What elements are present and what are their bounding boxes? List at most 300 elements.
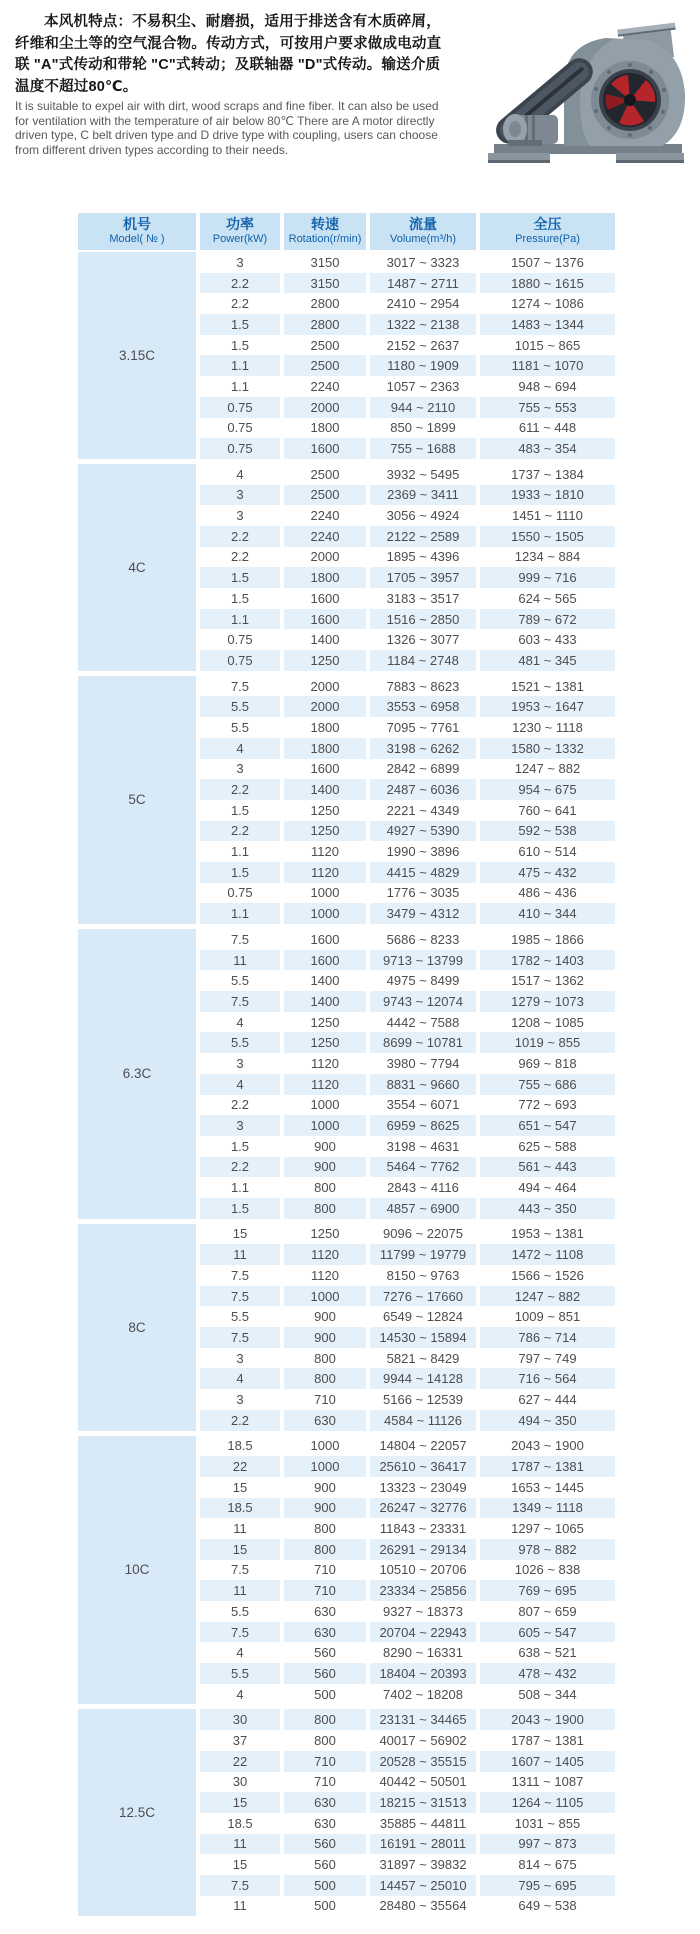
table-row [200, 738, 615, 759]
table-row [200, 1012, 615, 1033]
table-row [200, 1157, 615, 1178]
cell-power: 3 [200, 1053, 280, 1074]
table-row [200, 485, 615, 506]
cell-volume: 23334 ~ 25856 [370, 1580, 476, 1601]
cell-power: 5.5 [200, 970, 280, 991]
cell-pressure: 508 ~ 344 [480, 1684, 615, 1705]
cell-volume: 5166 ~ 12539 [370, 1389, 476, 1410]
cell-pressure: 494 ~ 350 [480, 1410, 615, 1431]
cell-rotation: 900 [284, 1157, 366, 1178]
cell-volume: 1487 ~ 2711 [370, 273, 476, 294]
cell-power: 2.2 [200, 1095, 280, 1116]
cell-pressure: 969 ~ 818 [480, 1053, 615, 1074]
cell-power: 4 [200, 1642, 280, 1663]
table-row [200, 1436, 615, 1457]
cell-pressure: 755 ~ 686 [480, 1074, 615, 1095]
cell-volume: 2842 ~ 6899 [370, 759, 476, 780]
cell-volume: 3017 ~ 3323 [370, 252, 476, 273]
cell-volume: 1705 ~ 3957 [370, 567, 476, 588]
cell-rotation: 1000 [284, 1115, 366, 1136]
column-header-pressure [480, 213, 615, 250]
cell-pressure: 807 ~ 659 [480, 1601, 615, 1622]
cell-power: 0.75 [200, 650, 280, 671]
column-header-zh: 转速 [311, 216, 339, 232]
cell-rotation: 800 [284, 1368, 366, 1389]
cell-volume: 20528 ~ 35515 [370, 1751, 476, 1772]
cell-rotation: 630 [284, 1622, 366, 1643]
cell-power: 22 [200, 1456, 280, 1477]
cell-volume: 3554 ~ 6071 [370, 1095, 476, 1116]
table-row [200, 505, 615, 526]
table-row [200, 1410, 615, 1431]
cell-power: 4 [200, 1074, 280, 1095]
cell-power: 5.5 [200, 1601, 280, 1622]
cell-rotation: 560 [284, 1642, 366, 1663]
cell-power: 1.1 [200, 355, 280, 376]
cell-rotation: 1800 [284, 717, 366, 738]
cell-rotation: 1600 [284, 759, 366, 780]
cell-pressure: 494 ~ 464 [480, 1177, 615, 1198]
table-row [200, 376, 615, 397]
cell-rotation: 3150 [284, 273, 366, 294]
cell-pressure: 954 ~ 675 [480, 779, 615, 800]
cell-rotation: 710 [284, 1389, 366, 1410]
cell-power: 5.5 [200, 1306, 280, 1327]
cell-volume: 8290 ~ 16331 [370, 1642, 476, 1663]
cell-rotation: 710 [284, 1772, 366, 1793]
cell-volume: 2152 ~ 2637 [370, 335, 476, 356]
cell-power: 2.2 [200, 293, 280, 314]
cell-power: 1.5 [200, 800, 280, 821]
cell-volume: 35885 ~ 44811 [370, 1813, 476, 1834]
cell-power: 1.5 [200, 588, 280, 609]
cell-pressure: 486 ~ 436 [480, 883, 615, 904]
cell-power: 30 [200, 1772, 280, 1793]
cell-pressure: 481 ~ 345 [480, 650, 615, 671]
cell-rotation: 1000 [284, 1286, 366, 1307]
model-cell: 6.3C [78, 929, 196, 1219]
cell-volume: 3198 ~ 6262 [370, 738, 476, 759]
cell-power: 2.2 [200, 1157, 280, 1178]
model-cell: 10C [78, 1436, 196, 1705]
cell-power: 3 [200, 759, 280, 780]
cell-pressure: 997 ~ 873 [480, 1834, 615, 1855]
cell-volume: 2369 ~ 3411 [370, 485, 476, 506]
cell-power: 1.1 [200, 609, 280, 630]
cell-volume: 40017 ~ 56902 [370, 1730, 476, 1751]
cell-rotation: 800 [284, 1709, 366, 1730]
column-header-zh: 机号 [123, 216, 151, 232]
table-row [200, 1896, 615, 1917]
cell-volume: 3553 ~ 6958 [370, 696, 476, 717]
table-row [200, 1177, 615, 1198]
group-rows [200, 1224, 615, 1431]
cell-volume: 8699 ~ 10781 [370, 1032, 476, 1053]
cell-power: 15 [200, 1792, 280, 1813]
cell-power: 15 [200, 1854, 280, 1875]
table-row [200, 464, 615, 485]
table-row [200, 1327, 615, 1348]
table-row [200, 1854, 615, 1875]
cell-volume: 5821 ~ 8429 [370, 1348, 476, 1369]
cell-volume: 26247 ~ 32776 [370, 1498, 476, 1519]
table-row [200, 1115, 615, 1136]
cell-rotation: 1120 [284, 1053, 366, 1074]
cell-power: 7.5 [200, 1560, 280, 1581]
centrifugal-fan-image [478, 22, 690, 172]
cell-pressure: 1787 ~ 1381 [480, 1730, 615, 1751]
cell-pressure: 772 ~ 693 [480, 1095, 615, 1116]
cell-power: 30 [200, 1709, 280, 1730]
cell-rotation: 1600 [284, 588, 366, 609]
cell-power: 11 [200, 1896, 280, 1917]
cell-rotation: 1120 [284, 1265, 366, 1286]
model-group-3.15C [78, 252, 615, 459]
cell-rotation: 500 [284, 1875, 366, 1896]
cell-volume: 8831 ~ 9660 [370, 1074, 476, 1095]
table-row [200, 314, 615, 335]
cell-rotation: 800 [284, 1518, 366, 1539]
cell-rotation: 1400 [284, 970, 366, 991]
table-row [200, 1053, 615, 1074]
table-row [200, 1074, 615, 1095]
cell-volume: 1326 ~ 3077 [370, 629, 476, 650]
table-row [200, 903, 615, 924]
cell-rotation: 1600 [284, 438, 366, 459]
cell-volume: 16191 ~ 28011 [370, 1834, 476, 1855]
table-row [200, 526, 615, 547]
cell-power: 7.5 [200, 1622, 280, 1643]
cell-volume: 5464 ~ 7762 [370, 1157, 476, 1178]
table-row [200, 335, 615, 356]
cell-rotation: 1800 [284, 567, 366, 588]
cell-pressure: 1297 ~ 1065 [480, 1518, 615, 1539]
cell-volume: 2843 ~ 4116 [370, 1177, 476, 1198]
cell-rotation: 2000 [284, 676, 366, 697]
column-header-zh: 流量 [409, 216, 437, 232]
cell-pressure: 2043 ~ 1900 [480, 1436, 615, 1457]
model-cell: 3.15C [78, 252, 196, 459]
cell-pressure: 624 ~ 565 [480, 588, 615, 609]
cell-pressure: 769 ~ 695 [480, 1580, 615, 1601]
cell-pressure: 1181 ~ 1070 [480, 355, 615, 376]
model-cell: 5C [78, 676, 196, 924]
cell-volume: 9327 ~ 18373 [370, 1601, 476, 1622]
cell-pressure: 625 ~ 588 [480, 1136, 615, 1157]
table-row [200, 991, 615, 1012]
cell-rotation: 2000 [284, 547, 366, 568]
cell-pressure: 1737 ~ 1384 [480, 464, 615, 485]
cell-rotation: 2240 [284, 376, 366, 397]
cell-pressure: 1483 ~ 1344 [480, 314, 615, 335]
table-row [200, 1456, 615, 1477]
cell-power: 1.5 [200, 567, 280, 588]
cell-volume: 6959 ~ 8625 [370, 1115, 476, 1136]
cell-power: 15 [200, 1539, 280, 1560]
cell-rotation: 710 [284, 1751, 366, 1772]
cell-pressure: 651 ~ 547 [480, 1115, 615, 1136]
table-row [200, 1560, 615, 1581]
table-row [200, 1709, 615, 1730]
model-group-6.3C [78, 929, 615, 1219]
model-group-12.5C [78, 1709, 615, 1916]
cell-power: 0.75 [200, 629, 280, 650]
cell-pressure: 483 ~ 354 [480, 438, 615, 459]
cell-power: 37 [200, 1730, 280, 1751]
cell-pressure: 603 ~ 433 [480, 629, 615, 650]
column-header-power [200, 213, 280, 250]
cell-rotation: 1000 [284, 883, 366, 904]
column-header-volume [370, 213, 476, 250]
cell-power: 7.5 [200, 991, 280, 1012]
cell-volume: 850 ~ 1899 [370, 418, 476, 439]
cell-volume: 4857 ~ 6900 [370, 1198, 476, 1219]
cell-pressure: 1031 ~ 855 [480, 1813, 615, 1834]
cell-power: 4 [200, 738, 280, 759]
cell-rotation: 1400 [284, 991, 366, 1012]
cell-power: 11 [200, 950, 280, 971]
cell-rotation: 900 [284, 1477, 366, 1498]
group-rows [200, 929, 615, 1219]
cell-volume: 9096 ~ 22075 [370, 1224, 476, 1245]
cell-pressure: 1880 ~ 1615 [480, 273, 615, 294]
cell-rotation: 800 [284, 1177, 366, 1198]
cell-volume: 18404 ~ 20393 [370, 1663, 476, 1684]
cell-power: 4 [200, 1684, 280, 1705]
cell-rotation: 2500 [284, 335, 366, 356]
cell-rotation: 1800 [284, 738, 366, 759]
cell-power: 2.2 [200, 821, 280, 842]
table-row [200, 567, 615, 588]
cell-power: 18.5 [200, 1498, 280, 1519]
cell-rotation: 1120 [284, 1244, 366, 1265]
table-row [200, 1642, 615, 1663]
cell-power: 2.2 [200, 1410, 280, 1431]
cell-volume: 5686 ~ 8233 [370, 929, 476, 950]
cell-rotation: 1800 [284, 418, 366, 439]
cell-power: 3 [200, 252, 280, 273]
table-row [200, 1580, 615, 1601]
cell-rotation: 1120 [284, 862, 366, 883]
group-rows [200, 676, 615, 924]
group-rows [200, 1436, 615, 1705]
cell-power: 1.1 [200, 1177, 280, 1198]
table-row [200, 1265, 615, 1286]
cell-rotation: 630 [284, 1792, 366, 1813]
cell-volume: 1057 ~ 2363 [370, 376, 476, 397]
cell-volume: 26291 ~ 29134 [370, 1539, 476, 1560]
cell-rotation: 3150 [284, 252, 366, 273]
cell-pressure: 1230 ~ 1118 [480, 717, 615, 738]
cell-power: 1.5 [200, 335, 280, 356]
cell-rotation: 2000 [284, 397, 366, 418]
cell-power: 2.2 [200, 526, 280, 547]
table-row [200, 355, 615, 376]
table-row [200, 1224, 615, 1245]
model-cell: 12.5C [78, 1709, 196, 1916]
table-row [200, 1875, 615, 1896]
cell-power: 1.5 [200, 1198, 280, 1219]
cell-volume: 28480 ~ 35564 [370, 1896, 476, 1917]
table-row [200, 1286, 615, 1307]
cell-volume: 4415 ~ 4829 [370, 862, 476, 883]
cell-rotation: 1000 [284, 1456, 366, 1477]
cell-volume: 9743 ~ 12074 [370, 991, 476, 1012]
table-row [200, 1518, 615, 1539]
cell-power: 4 [200, 1012, 280, 1033]
cell-rotation: 1000 [284, 1436, 366, 1457]
cell-pressure: 789 ~ 672 [480, 609, 615, 630]
cell-pressure: 797 ~ 749 [480, 1348, 615, 1369]
table-row [200, 970, 615, 991]
cell-power: 1.5 [200, 862, 280, 883]
group-rows [200, 252, 615, 459]
cell-volume: 7276 ~ 17660 [370, 1286, 476, 1307]
cell-rotation: 630 [284, 1601, 366, 1622]
table-row [200, 759, 615, 780]
cell-pressure: 1517 ~ 1362 [480, 970, 615, 991]
cell-rotation: 2240 [284, 526, 366, 547]
cell-pressure: 478 ~ 432 [480, 1663, 615, 1684]
table-row [200, 929, 615, 950]
cell-volume: 11799 ~ 19779 [370, 1244, 476, 1265]
cell-pressure: 1015 ~ 865 [480, 335, 615, 356]
table-row [200, 1684, 615, 1705]
cell-rotation: 900 [284, 1306, 366, 1327]
cell-pressure: 755 ~ 553 [480, 397, 615, 418]
table-row [200, 1813, 615, 1834]
cell-power: 1.1 [200, 841, 280, 862]
model-cell: 4C [78, 464, 196, 671]
model-group-8C [78, 1224, 615, 1431]
cell-power: 15 [200, 1477, 280, 1498]
cell-rotation: 800 [284, 1198, 366, 1219]
cell-pressure: 610 ~ 514 [480, 841, 615, 862]
cell-volume: 3183 ~ 3517 [370, 588, 476, 609]
cell-rotation: 2500 [284, 355, 366, 376]
table-row [200, 1498, 615, 1519]
cell-pressure: 1451 ~ 1110 [480, 505, 615, 526]
cell-pressure: 1026 ~ 838 [480, 1560, 615, 1581]
cell-rotation: 1000 [284, 1095, 366, 1116]
cell-volume: 7402 ~ 18208 [370, 1684, 476, 1705]
cell-volume: 14530 ~ 15894 [370, 1327, 476, 1348]
table-row [200, 1032, 615, 1053]
table-row [200, 650, 615, 671]
cell-volume: 4442 ~ 7588 [370, 1012, 476, 1033]
cell-power: 1.5 [200, 314, 280, 335]
cell-volume: 31897 ~ 39832 [370, 1854, 476, 1875]
cell-volume: 755 ~ 1688 [370, 438, 476, 459]
table-row [200, 397, 615, 418]
column-header-en: Rotation(r/min) [288, 233, 362, 245]
cell-pressure: 1953 ~ 1647 [480, 696, 615, 717]
table-row [200, 547, 615, 568]
cell-power: 5.5 [200, 1032, 280, 1053]
cell-pressure: 1247 ~ 882 [480, 759, 615, 780]
table-row [200, 252, 615, 273]
cell-rotation: 710 [284, 1580, 366, 1601]
cell-pressure: 1472 ~ 1108 [480, 1244, 615, 1265]
cell-rotation: 1600 [284, 950, 366, 971]
cell-rotation: 2800 [284, 314, 366, 335]
cell-pressure: 627 ~ 444 [480, 1389, 615, 1410]
table-row [200, 1136, 615, 1157]
cell-volume: 944 ~ 2110 [370, 397, 476, 418]
cell-rotation: 800 [284, 1730, 366, 1751]
cell-power: 11 [200, 1244, 280, 1265]
table-row [200, 1730, 615, 1751]
cell-volume: 3980 ~ 7794 [370, 1053, 476, 1074]
table-row [200, 1306, 615, 1327]
cell-volume: 10510 ~ 20706 [370, 1560, 476, 1581]
cell-pressure: 475 ~ 432 [480, 862, 615, 883]
cell-rotation: 710 [284, 1560, 366, 1581]
cell-power: 22 [200, 1751, 280, 1772]
cell-rotation: 1120 [284, 1074, 366, 1095]
cell-power: 5.5 [200, 717, 280, 738]
cell-rotation: 1250 [284, 1224, 366, 1245]
cell-power: 4 [200, 1368, 280, 1389]
table-row [200, 1792, 615, 1813]
column-header-en: Power(kW) [212, 233, 268, 245]
cell-pressure: 1234 ~ 884 [480, 547, 615, 568]
table-row [200, 1834, 615, 1855]
cell-power: 11 [200, 1518, 280, 1539]
cell-pressure: 1208 ~ 1085 [480, 1012, 615, 1033]
cell-power: 7.5 [200, 1286, 280, 1307]
cell-pressure: 649 ~ 538 [480, 1896, 615, 1917]
table-row [200, 779, 615, 800]
table-row [200, 1751, 615, 1772]
cell-pressure: 1507 ~ 1376 [480, 252, 615, 273]
cell-power: 2.2 [200, 779, 280, 800]
cell-volume: 13323 ~ 23049 [370, 1477, 476, 1498]
cell-power: 0.75 [200, 397, 280, 418]
cell-volume: 11843 ~ 23331 [370, 1518, 476, 1539]
cell-pressure: 999 ~ 716 [480, 567, 615, 588]
cell-rotation: 560 [284, 1663, 366, 1684]
table-row [200, 717, 615, 738]
table-row [200, 696, 615, 717]
cell-rotation: 2000 [284, 696, 366, 717]
cell-power: 3 [200, 1115, 280, 1136]
table-row [200, 1348, 615, 1369]
cell-volume: 1990 ~ 3896 [370, 841, 476, 862]
cell-rotation: 900 [284, 1136, 366, 1157]
cell-volume: 9944 ~ 14128 [370, 1368, 476, 1389]
cell-power: 3 [200, 1348, 280, 1369]
cell-rotation: 1120 [284, 841, 366, 862]
cell-pressure: 786 ~ 714 [480, 1327, 615, 1348]
table-row [200, 629, 615, 650]
table-row [200, 1095, 615, 1116]
cell-pressure: 638 ~ 521 [480, 1642, 615, 1663]
cell-pressure: 611 ~ 448 [480, 418, 615, 439]
cell-pressure: 561 ~ 443 [480, 1157, 615, 1178]
cell-rotation: 900 [284, 1498, 366, 1519]
cell-volume: 4975 ~ 8499 [370, 970, 476, 991]
table-row [200, 293, 615, 314]
cell-pressure: 1653 ~ 1445 [480, 1477, 615, 1498]
cell-pressure: 1521 ~ 1381 [480, 676, 615, 697]
cell-power: 7.5 [200, 929, 280, 950]
cell-volume: 2122 ~ 2589 [370, 526, 476, 547]
group-rows [200, 1709, 615, 1916]
cell-pressure: 1566 ~ 1526 [480, 1265, 615, 1286]
cell-volume: 40442 ~ 50501 [370, 1772, 476, 1793]
cell-volume: 1322 ~ 2138 [370, 314, 476, 335]
